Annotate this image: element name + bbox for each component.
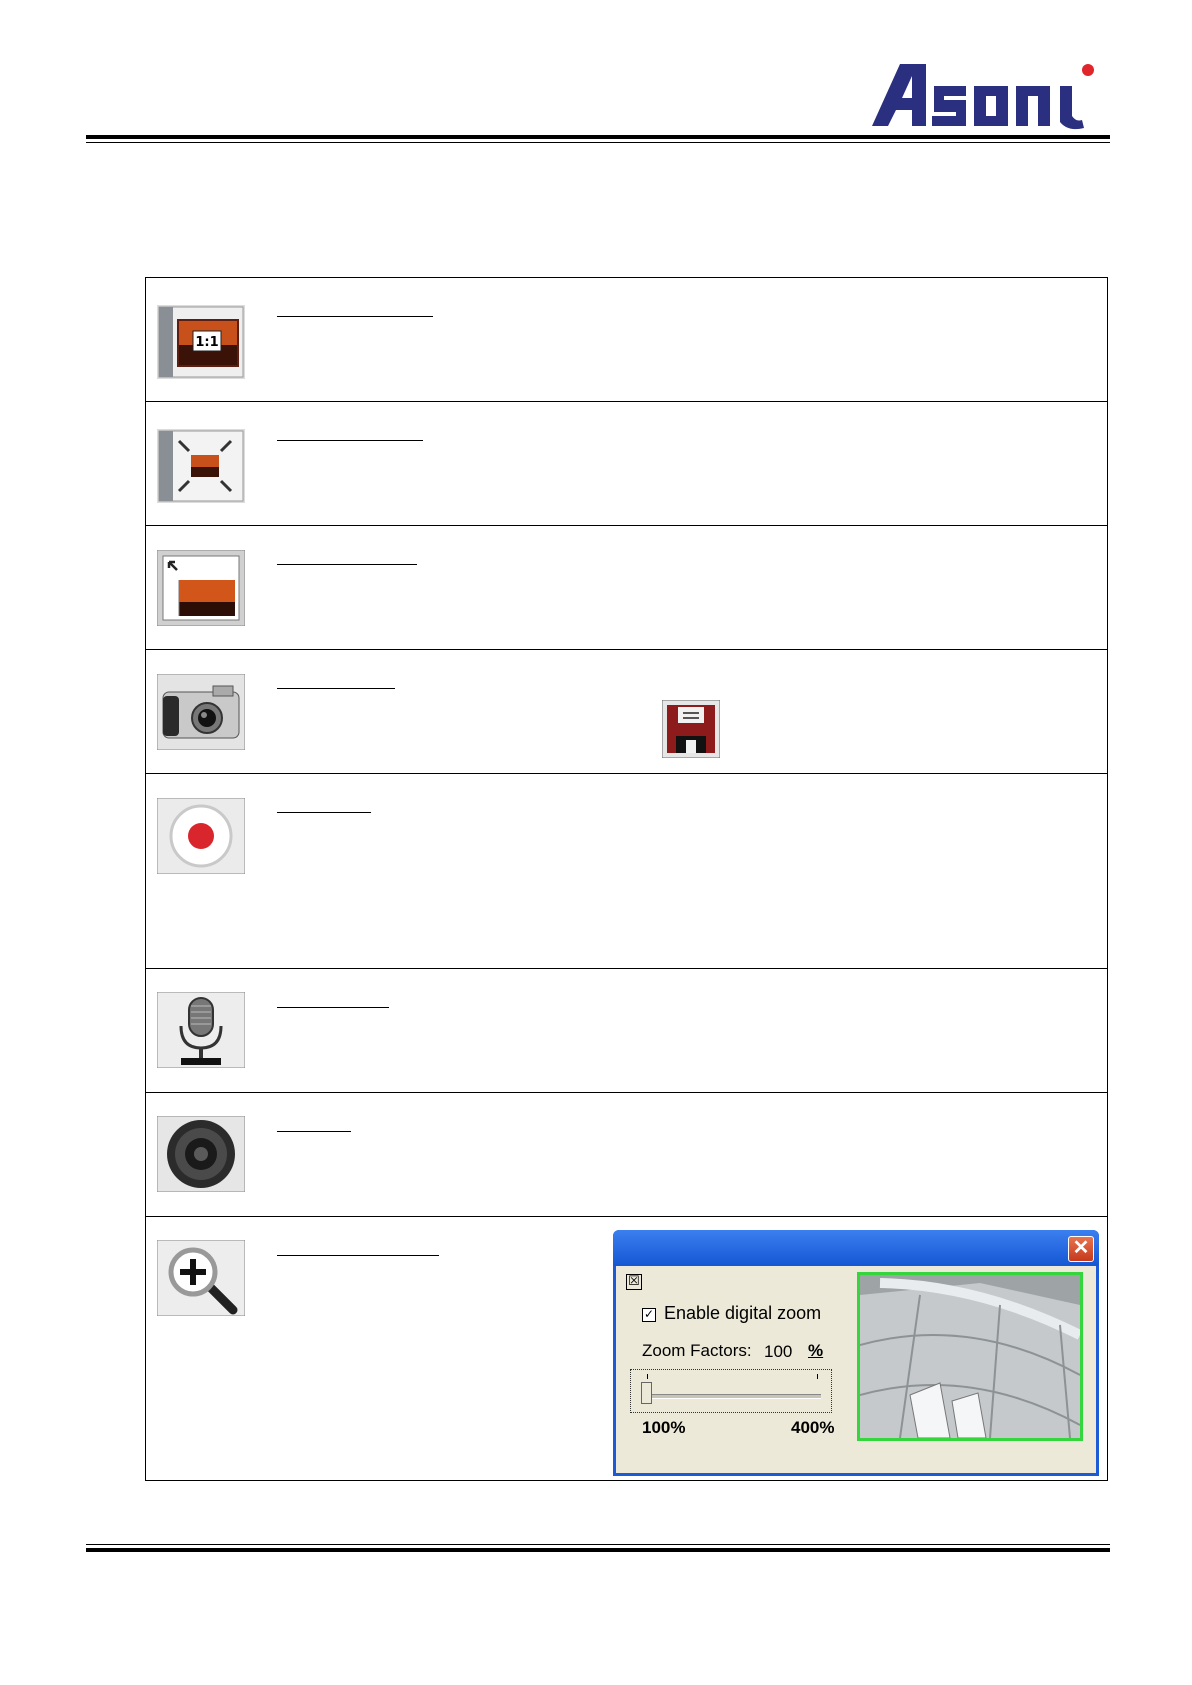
header-rule <box>86 135 1110 139</box>
row-heading-underline <box>277 812 371 813</box>
camera-icon[interactable] <box>157 674 245 748</box>
zoom-slider[interactable] <box>630 1369 832 1413</box>
slider-thumb[interactable] <box>641 1382 652 1404</box>
slider-min-label: 100% <box>642 1418 686 1437</box>
floppy-save-icon[interactable] <box>662 700 720 758</box>
dialog-body <box>616 1266 1096 1473</box>
row-snapshot <box>146 650 1107 774</box>
row-heading-underline <box>277 1131 351 1132</box>
minimize-window-icon[interactable] <box>157 550 245 624</box>
feature-table <box>145 277 1108 1481</box>
row-heading-underline <box>277 316 433 317</box>
row-heading-underline <box>277 688 395 689</box>
zoom-factors-label: Zoom Factors: <box>642 1341 752 1360</box>
asoni-logo <box>872 58 1110 132</box>
row-record <box>146 774 1107 969</box>
one-to-one-icon[interactable] <box>157 305 245 379</box>
enable-digital-zoom-checkbox[interactable]: ✓ <box>643 1307 655 1321</box>
close-button[interactable]: ✕ <box>1068 1236 1094 1262</box>
zoom-factor-value: 100 <box>764 1342 793 1361</box>
header-rule-thin <box>86 142 1110 143</box>
digital-zoom-dialog <box>613 1230 1099 1476</box>
record-icon[interactable] <box>157 798 245 872</box>
svg-text:Asoni: Asoni <box>872 58 875 59</box>
row-heading-underline <box>277 1007 389 1008</box>
row-heading-underline <box>277 1255 439 1256</box>
slider-tick <box>817 1374 818 1379</box>
microphone-icon[interactable] <box>157 992 245 1066</box>
camera-preview-image <box>857 1272 1083 1441</box>
zoom-factor-unit: % <box>808 1341 824 1360</box>
system-menu-box[interactable]: ☒ <box>626 1274 642 1290</box>
slider-track <box>643 1394 821 1399</box>
row-one-to-one <box>146 278 1107 402</box>
svg-text:1:1: 1:1 <box>195 335 219 350</box>
slider-tick <box>647 1374 648 1379</box>
row-heading-underline <box>277 564 417 565</box>
row-digital-zoom <box>146 1217 1107 1480</box>
zoom-in-icon[interactable] <box>157 1240 245 1314</box>
row-microphone <box>146 969 1107 1093</box>
slider-max-label: 400% <box>791 1418 835 1437</box>
row-fit-to-window <box>146 402 1107 526</box>
row-speaker <box>146 1093 1107 1217</box>
row-minimize-window <box>146 526 1107 650</box>
enable-digital-zoom-label: Enable digital zoom <box>664 1303 822 1323</box>
fit-to-window-icon[interactable] <box>157 429 245 503</box>
row-heading-underline <box>277 440 423 441</box>
footer-rule-thin <box>86 1544 1110 1545</box>
speaker-icon[interactable] <box>157 1116 245 1190</box>
footer-rule <box>86 1548 1110 1552</box>
dialog-titlebar <box>613 1230 1099 1266</box>
